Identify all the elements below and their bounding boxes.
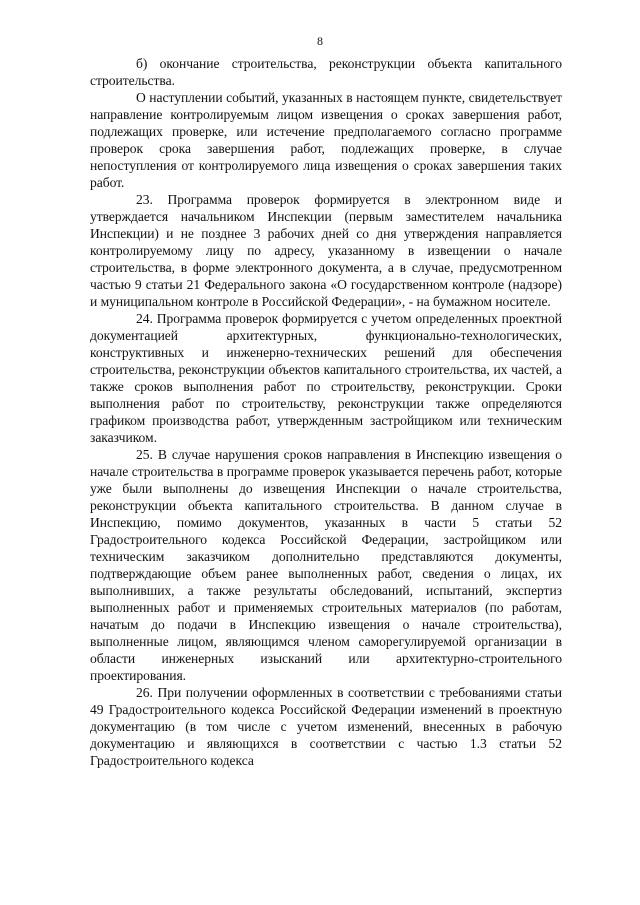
document-body xyxy=(90,55,562,769)
paragraph-item-23: 23. Программа проверок формируется в электронном виде и утверждается начальником Инспекции (первым заместителем начальника Инспекции) и не позднее 3 рабочих дней со дня утверждения направляется контролируемому лицу по адресу, указанному в извещении о начале строительства, в форме электронного документа, а в случае, предусмотренном частью 9 статьи 21 Федерального закона «О государственном контроле (надзоре) и муниципальном контроле в Российской Федерации», - на бумажном носителе. xyxy=(90,192,562,309)
paragraph-item-24: 24. Программа проверок формируется с учетом определенных проектной документацией архитектурных, функционально-технологических, конструктивных и инженерно-технических решений для обеспечения строительства, реконструкции объектов капитального строительства, их частей, а также сроков выполнения работ по строительству, реконструкции. Сроки выполнения работ по строительству, реконструкции также определяются графиком производства работ, утвержденным застройщиком или техническим заказчиком. xyxy=(90,311,562,445)
paragraph-item-26: 26. При получении оформленных в соответствии с требованиями статьи 49 Градостроительного кодекса Российской Федерации изменений в проектную документацию (в том числе с учетом изменений, внесенных в рабочую документацию и являющихся в соответствии с частью 1.3 статьи 52 Градостроительного кодекса xyxy=(90,685,562,768)
paragraph-subitem-b: б) окончание строительства, реконструкции объекта капитального строительства. xyxy=(90,56,562,88)
paragraph-item-25: 25. В случае нарушения сроков направления в Инспекцию извещения о начале строительства в программе проверок указывается перечень работ, которые уже были выполнены до извещения Инспекции о начале строительства, реконструкции объекта капитального строительства. В данном случае в Инспекцию, помимо документов, указанных в части 5 статьи 52 Градостроительного кодекса Российской Федерации, застройщиком или техническим заказчиком дополнительно представляются документы, подтверждающие объем ранее выполненных работ, сведения о лицах, их выполнивших, а также результаты обследований, испытаний, экспертиз выполненных работ и применяемых строительных материалов (по работам, начатым до подачи в Инспекцию извещения о начале строительства), выполненные лицом, являющимся членом саморегулируемой организации в области инженерных изысканий или архитектурно-строительного проектирования. xyxy=(90,447,562,683)
paragraph-events-notice: О наступлении событий, указанных в настоящем пункте, свидетельствует направление контролируемым лицом извещения о сроках завершения работ, подлежащих проверке, или истечение предполагаемого согласно программе проверок срока завершения работ, подлежащих проверке, в случае непоступления от контролируемого лица извещения о сроках завершения таких работ. xyxy=(90,90,562,190)
page-number: 8 xyxy=(317,34,323,48)
